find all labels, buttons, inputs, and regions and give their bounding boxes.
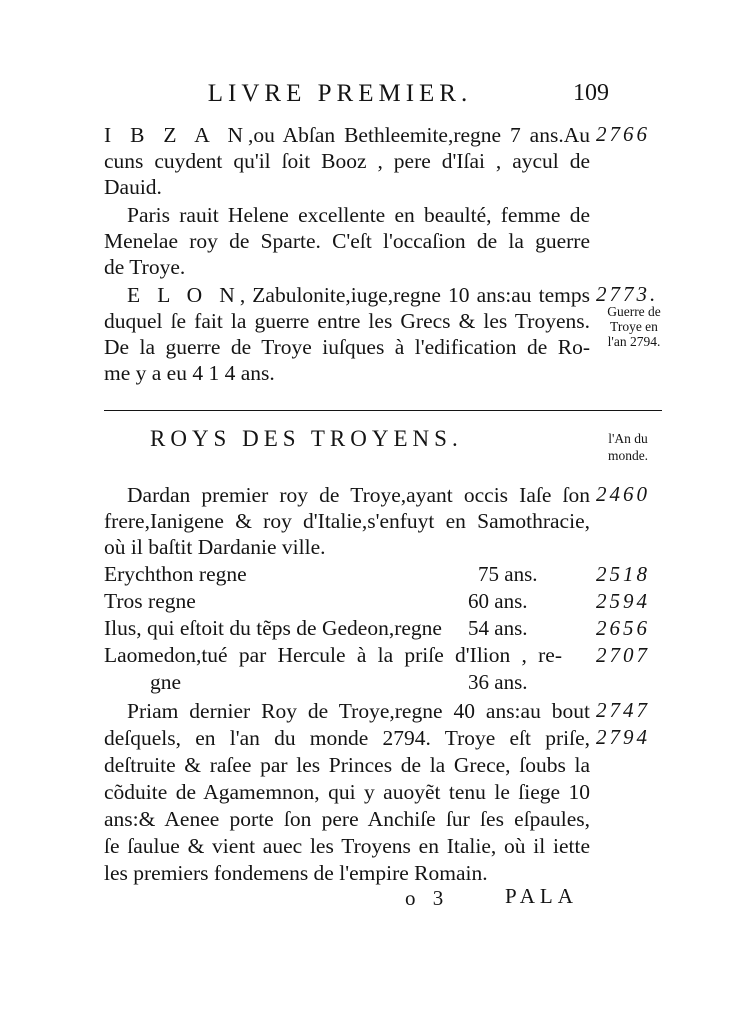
catchword: PALA <box>505 884 578 908</box>
priam-year-1: 2747 <box>596 698 650 722</box>
dardan-year: 2460 <box>596 482 650 506</box>
dardan-line-2: frere,Ianigene & roy d'Italie,s'enfuyt en Samothracie, <box>104 509 590 533</box>
reign-name: gne <box>150 670 182 694</box>
reign-year-of-world: 2707 <box>596 643 650 667</box>
page-number: 109 <box>573 80 609 106</box>
elon-line-3: De la guerre de Troye iuſques à l'edification de Ro- <box>104 335 590 359</box>
reign-year-of-world: 2518 <box>596 562 650 586</box>
priam-line-1: Priam dernier Roy de Troye,regne 40 ans:au bout <box>127 699 590 723</box>
ibzan-line-1: I B Z A N,ou Abſan Bethleemite,regne 7 ans.Au <box>104 123 590 147</box>
ibzan-name: I B Z A N <box>104 123 249 147</box>
elon-name: E L O N <box>127 283 240 307</box>
ibzan-line-2: cuns cuydent qu'il ſoit Booz , pere d'Iſai , aycul de <box>104 149 590 173</box>
priam-line-4: cõduite de Agamemnon, qui y auoyẽt tenu le ſiege 10 <box>104 780 590 804</box>
paris-line-3: de Troye. <box>104 255 186 279</box>
reign-name: Ilus, qui eſtoit du tẽps de Gedeon,regne <box>104 616 442 640</box>
elon-line-2: duquel ſe fait la guerre entre les Grecs & les Troyens. <box>104 309 590 333</box>
reign-name: Laomedon,tué par Hercule à la priſe d'Ilion , re- <box>104 643 562 667</box>
section-title: ROYS DES TROYENS. <box>150 426 463 451</box>
section-divider <box>104 410 662 411</box>
priam-line-7: les premiers fondemens de l'empire Romain. <box>104 861 488 885</box>
reign-years: 36 ans. <box>468 670 528 694</box>
ibzan-line-3: Dauid. <box>104 175 162 199</box>
elon-line-4: me y a eu 4 1 4 ans. <box>104 361 275 385</box>
elon-year: 2773. <box>596 282 659 306</box>
priam-line-6: ſe ſaulue & vient auec les Troyens en Italie, où il iette <box>104 834 590 858</box>
dardan-line-1: Dardan premier roy de Troye,ayant occis Iaſe ſon <box>127 483 590 507</box>
reign-years: 60 ans. <box>468 589 528 613</box>
priam-year-2: 2794 <box>596 725 650 749</box>
ibzan-year: 2766 <box>596 122 650 146</box>
reign-name: Erychthon regne <box>104 562 247 586</box>
margin-note-trojan-war: Guerre de Troye en l'an 2794. <box>607 304 661 349</box>
priam-line-5: ans:& Aenee porte ſon pere Anchiſe ſur ſes eſpaules, <box>104 807 590 831</box>
paris-line-2: Menelae roy de Sparte. C'eſt l'occaſion de la guerre <box>104 229 590 253</box>
priam-line-2: deſquels, en l'an du monde 2794. Troye eſt priſe, <box>104 726 590 750</box>
reign-name: Tros regne <box>104 589 196 613</box>
signature-mark: o 3 <box>405 886 450 910</box>
dardan-line-3: où il baſtit Dardanie ville. <box>104 535 326 559</box>
reign-year-of-world: 2656 <box>596 616 650 640</box>
running-head: LIVRE PREMIER. <box>207 80 473 107</box>
year-column-head: l'An du monde. <box>607 431 649 463</box>
priam-line-3: deſtruite & raſee par les Princes de la Grece, ſoubs la <box>104 753 590 777</box>
elon-line-1: E L O N, Zabulonite,iuge,regne 10 ans:au temps <box>127 283 590 307</box>
reign-years: 75 ans. <box>478 562 538 586</box>
reign-years: 54 ans. <box>468 616 528 640</box>
paris-line-1: Paris rauit Helene excellente en beaulté, femme de <box>127 203 590 227</box>
reign-year-of-world: 2594 <box>596 589 650 613</box>
